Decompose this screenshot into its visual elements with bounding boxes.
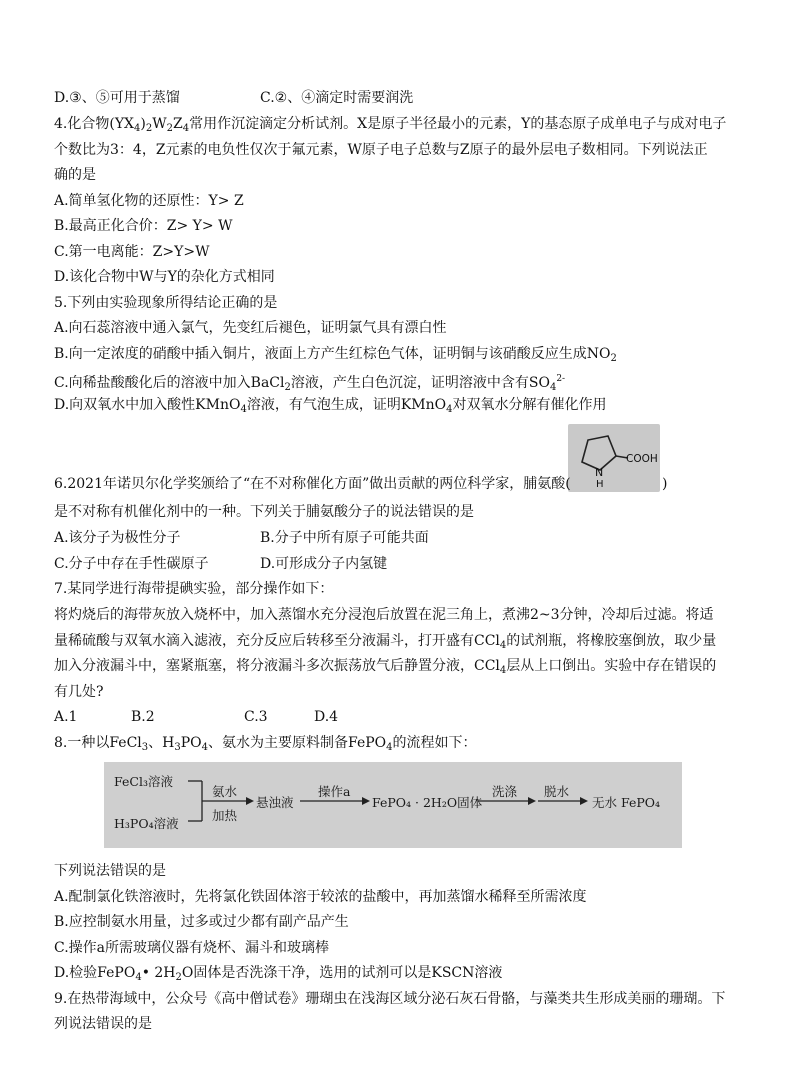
- q8-option-b: B.应控制氨水用量，过多或过少都有副产品产生: [54, 914, 349, 930]
- q8-ask: 下列说法错误的是: [54, 863, 166, 879]
- structure-cooh-label: COOH: [626, 453, 658, 465]
- q7-option-c: C.3: [244, 709, 268, 725]
- q7-paragraph-line1: 将灼烧后的海带灰放入烧杯中，加入蒸馏水充分浸泡后放置在泥三角上，煮沸2~3分钟，冷却后过滤。将适: [54, 607, 714, 623]
- q6-stem-line2: 是不对称有机催化剂中的一种。下列关于脯氨酸分子的说法错误的是: [54, 504, 474, 520]
- proline-structure-image: [568, 424, 660, 492]
- q4-stem-line1: 4.化合物$(YX_4)_2W_2Z_4$常用作沉淀滴定分析试剂。X是原子半径最小的元素，Y的基态原子成单电子与成对电子: [54, 116, 727, 134]
- q4-option-c: C.第一电离能：Z>Y>W: [54, 244, 210, 260]
- q8-flowchart: [104, 762, 682, 848]
- q7-paragraph-line4: 有几处?: [54, 684, 104, 700]
- q6-option-b: B.分子中所有原子可能共面: [260, 530, 429, 546]
- q5-option-b: B.向一定浓度的硝酸中插入铜片，液面上方产生红棕色气体，证明铜与该硝酸反应生成$NO_2$: [54, 346, 617, 364]
- q4-option-d: D.该化合物中W与Y的杂化方式相同: [54, 269, 275, 285]
- q6-options-row1: [54, 528, 429, 548]
- q9-stem-line2: 列说法错误的是: [54, 1016, 152, 1032]
- flow-reagent-ammonia: 氨水: [212, 784, 238, 799]
- q8-option-c: C.操作a所需玻璃仪器有烧杯、漏斗和玻璃棒: [54, 940, 330, 956]
- q7-paragraph-line3: 加入分液漏斗中，塞紧瓶塞，将分液漏斗多次振荡放气后静置分液，CCl$_4$层从上口倒出。实验中存在错误的: [54, 658, 717, 676]
- flow-operation-wash: 洗涤: [492, 784, 518, 799]
- structure-n-label: N: [595, 466, 604, 479]
- q7-option-b: B.2: [131, 709, 155, 725]
- q3-option-d: D.③、⑤可用于蒸馏: [54, 90, 180, 106]
- structure-h-label: H: [596, 479, 604, 490]
- flow-operation-a: 操作a: [318, 784, 351, 799]
- q3-options-row: [54, 88, 414, 108]
- flow-condition-heat: 加热: [212, 808, 238, 823]
- q6-option-c: C.分子中存在手性碳原子: [54, 556, 209, 572]
- q3-option-c: C.②、④滴定时需要润洗: [260, 90, 414, 106]
- q7-options-row: [54, 707, 339, 727]
- flow-anhydrous-fepo4: 无水 FePO₄: [592, 795, 661, 810]
- proline-ring-svg: [568, 424, 660, 492]
- q7-option-d: D.4: [314, 709, 339, 725]
- q5-option-a: A.向石蕊溶液中通入氯气，先变红后褪色，证明氯气具有漂白性: [54, 320, 447, 336]
- q5-option-c: C.向稀盐酸酸化后的溶液中加入BaCl$_2$溶液，产生白色沉淀，证明溶液中含有$SO_4^{2-}$: [54, 374, 566, 393]
- q9-stem-line1: 9.在热带海域中，公众号《高中僧试卷》珊瑚虫在浅海区域分泌石灰石骨骼，与藻类共生形成美丽的珊瑚。下: [54, 991, 726, 1007]
- q7-paragraph-line2: 量稀硫酸与双氧水滴入滤液，充分反应后转移至分液漏斗，打开盛有CCl$_4$的试剂瓶，将橡胶塞倒放，取少量: [54, 633, 717, 651]
- q4-option-b: B.最高正化合价：Z> Y> W: [54, 218, 233, 234]
- q5-option-d: D.向双氧水中加入酸性KMnO$_4$溶液，有气泡生成，证明KMnO$_4$对双氧水分解有催化作用: [54, 397, 607, 415]
- q8-option-a: A.配制氯化铁溶液时，先将氯化铁固体溶于较浓的盐酸中，再加蒸馏水稀释至所需浓度: [54, 889, 587, 905]
- q8-stem: 8.一种以FeCl$_3$、$H_3PO_4$、氨水为主要原料制备FePO$_4$的流程如下：: [54, 735, 477, 753]
- q6-option-a: A.该分子为极性分子: [54, 530, 181, 546]
- q6-option-d: D.可形成分子内氢键: [260, 556, 388, 572]
- q4-option-a: A.简单氢化物的还原性：Y> Z: [54, 193, 244, 209]
- q4-stem-line3: 确的是: [54, 167, 96, 183]
- q5-stem: 5.下列由实验现象所得结论正确的是: [54, 295, 278, 311]
- q7-stem: 7.某同学进行海带提碘实验，部分操作如下：: [54, 581, 334, 597]
- q6-stem-line1: 6.2021年诺贝尔化学奖颁给了“在不对称催化方面”做出贡献的两位科学家，脯氨酸( ): [54, 476, 668, 492]
- flow-suspension: 悬浊液: [256, 795, 294, 810]
- flow-fepo4-hydrate: FePO₄ · 2H₂O固体: [372, 795, 483, 810]
- flow-input-fecl3: FeCl₃溶液: [114, 774, 173, 789]
- q6-options-row2: [54, 554, 388, 574]
- flow-operation-dehydrate: 脱水: [544, 784, 570, 799]
- q4-stem-line2: 个数比为3：4，Z元素的电负性仅次于氟元素，W原子电子总数与Z原子的最外层电子数相同。下列说法正: [54, 142, 708, 158]
- flow-input-h3po4: H₃PO₄溶液: [114, 816, 179, 831]
- q8-option-d: D.检验FePO$_4$• $2H_2O$固体是否洗涤干净，选用的试剂可以是KSCN溶液: [54, 965, 503, 983]
- q7-option-a: A.1: [54, 709, 78, 725]
